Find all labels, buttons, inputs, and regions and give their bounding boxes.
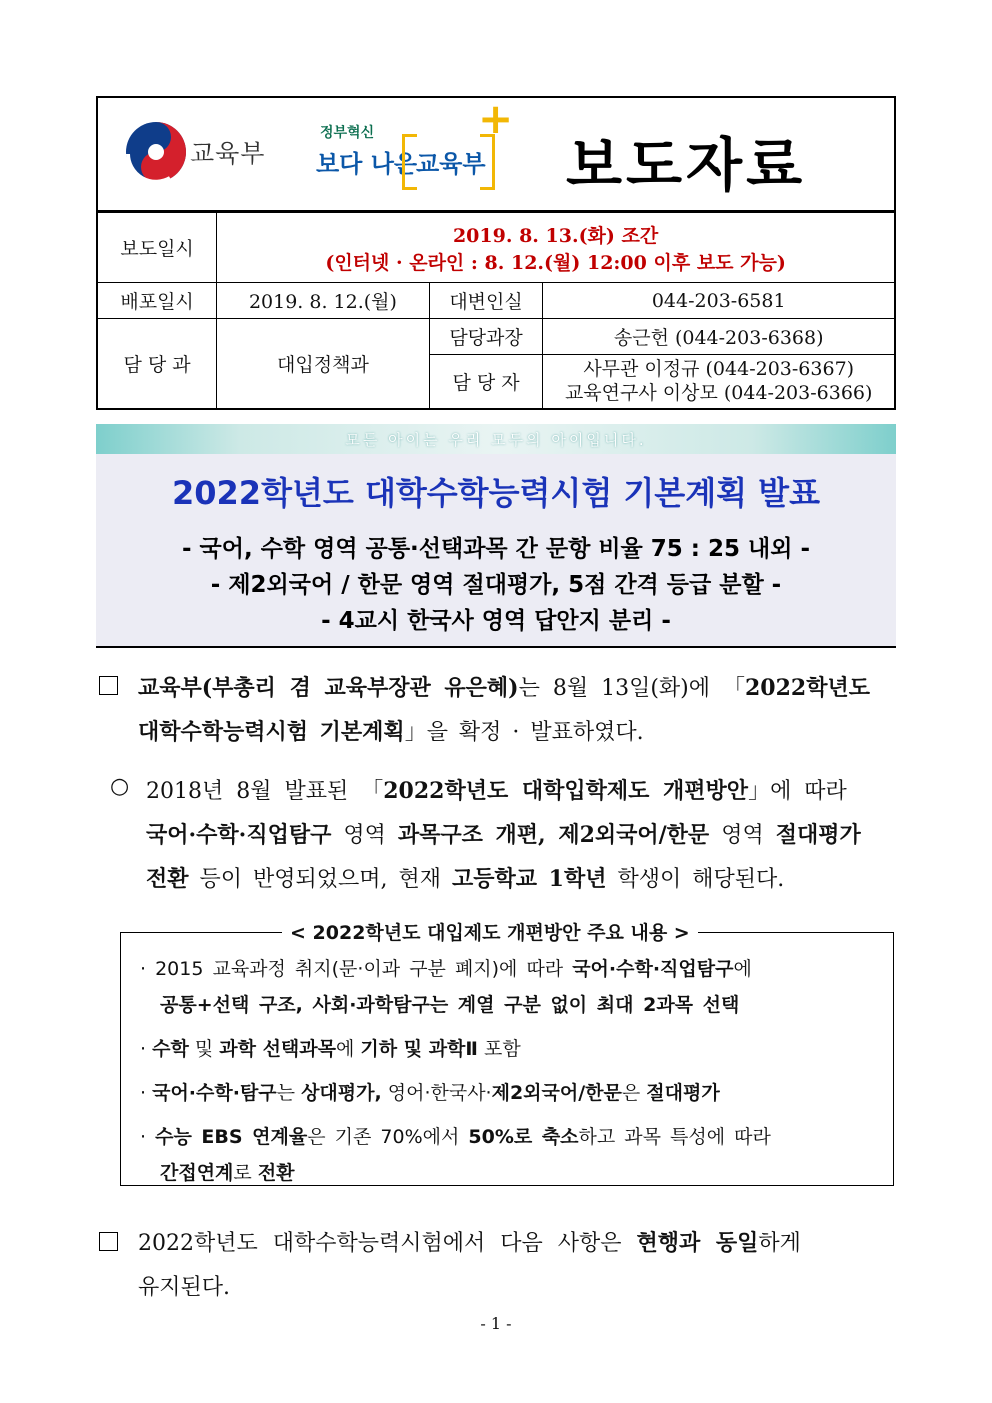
k4-l2-b: 로 (233, 1162, 258, 1184)
subheadline-1: - 국어, 수학 영역 공통·선택과목 간 문항 비율 75 : 25 내외 - (181, 536, 810, 562)
spokesperson-phone: 044-203-6581 (543, 283, 895, 319)
p2-l3-a: 전환 (146, 866, 189, 892)
key-item-2 (140, 1034, 521, 1061)
bullet-square-icon (99, 676, 118, 695)
p2-l3-d: 학생이 해당된다. (606, 867, 785, 892)
k4-b: 수능 EBS 연계율 (155, 1126, 308, 1148)
release-info-table (96, 212, 896, 410)
p3-b: 현행과 동일 (636, 1230, 759, 1256)
k2-c: 및 (188, 1038, 220, 1060)
banner-slogan: 모든 아이는 우리 모두의 아이입니다. (345, 431, 647, 449)
paragraph-1-line-1 (138, 671, 870, 702)
k4-l2-c: 전환 (257, 1162, 295, 1184)
director-label: 담당과장 (429, 319, 543, 355)
k1-b: 국어·수학·직업탐구 (572, 958, 734, 980)
release-date-cell (217, 213, 895, 283)
k4-a: · (140, 1126, 156, 1148)
p2-l1-a: 2018년 8월 발표된 「 (146, 779, 384, 804)
p3-a: 2022학년도 대학수학능력시험에서 다음 사항은 (138, 1231, 637, 1256)
key-item-4-line-2 (160, 1158, 295, 1185)
k1-c: 에 (733, 958, 752, 980)
paragraph-3-line-2: 유지된다. (138, 1275, 231, 1300)
gov-innovation-part1: 보다 나은 (316, 150, 418, 178)
press-release-title: 보도자료 (566, 131, 807, 199)
k2-a: · (140, 1038, 153, 1060)
key-item-1-line-1 (140, 954, 752, 981)
logo-bracket-left (402, 134, 417, 190)
key-item-1-line-2: 공통+선택 구조, 사회·과학탐구는 계열 구분 없이 최대 2과목 선택 (160, 994, 740, 1016)
director-value: 송근헌 (044-203-6368) (543, 319, 895, 355)
p2-l2-b: 영역 (331, 823, 398, 848)
k4-d: 50%로 축소 (468, 1126, 579, 1148)
p2-l2-c: 과목구조 개편, 제2외국어/한문 (397, 822, 710, 848)
p3-c: 하게 (758, 1231, 801, 1256)
staff-line1: 사무관 이정규 (044-203-6367) (583, 358, 855, 381)
staff-cell (543, 355, 895, 409)
bullet-square-icon (99, 1232, 118, 1251)
p2-l3-b: 등이 반영되었으며, 현재 (188, 867, 453, 892)
paragraph-1-line-2 (138, 715, 644, 746)
p2-l2-a: 국어·수학·직업탐구 (146, 822, 332, 848)
gov-innovation-part2: 교육부 (416, 150, 486, 178)
staff-label: 담 당 자 (429, 355, 543, 409)
k3-g: 은 (621, 1082, 647, 1104)
circle-marker: ○ (110, 774, 130, 799)
paragraph-2-line-3 (146, 862, 784, 893)
p1-subject: 교육부 (138, 675, 202, 701)
k3-h: 절대평가 (646, 1082, 720, 1104)
subheadline-2: - 제2외국어 / 한문 영역 절대평가, 5점 간격 등급 분할 - (210, 572, 782, 598)
k2-e: 에 (336, 1038, 361, 1060)
k2-b: 수학 (152, 1038, 189, 1060)
spokesperson-label: 대변인실 (429, 283, 543, 319)
p2-l2-e: 절대평가 (775, 822, 861, 848)
paragraph-3-line-1 (138, 1226, 801, 1257)
ministry-name: 교육부 (190, 139, 266, 168)
main-headline: 2022학년도 대학수학능력시험 기본계획 발표 (172, 474, 820, 512)
k3-e: 영어·한국사· (381, 1082, 492, 1104)
p1-subject-detail: (부총리 겸 교육부장관 유은혜) (201, 675, 519, 701)
p2-l2-d: 영역 (709, 823, 776, 848)
k2-d: 과학 선택과목 (219, 1038, 336, 1060)
k3-f: 제2외국어/한문 (491, 1082, 622, 1104)
distribution-date: 2019. 8. 12.(월) (217, 283, 430, 319)
subheadline-3: - 4교시 한국사 영역 답안지 분리 - (321, 608, 671, 634)
page-number: - 1 - (480, 1314, 512, 1333)
department-name: 대입정책과 (217, 319, 430, 409)
p1-plan-name: 대학수학능력시험 기본계획 (138, 719, 405, 745)
k4-c: 은 기존 70%에서 (307, 1126, 469, 1148)
k1-a: · 2015 교육과정 취지(문·이과 구분 폐지)에 따라 (140, 958, 573, 980)
k4-e: 하고 과목 특성에 따라 (578, 1126, 771, 1148)
plus-icon: + (478, 94, 514, 143)
p2-l1-c: 」에 따라 (748, 779, 847, 804)
gov-innovation-small: 정부혁신 (320, 125, 375, 141)
k4-l2-a: 간접연계 (160, 1162, 234, 1184)
p1-text: 는 8월 13일(화)에 「 (518, 676, 745, 701)
release-date-label: 보도일시 (97, 213, 217, 283)
staff-line2: 교육연구사 이상모 (044-203-6366) (564, 382, 873, 405)
taegeuk-logo-icon (124, 120, 188, 184)
release-date-line2: (인터넷 · 온라인 : 8. 12.(월) 12:00 이후 보도 가능) (325, 251, 786, 274)
header-box (96, 96, 896, 212)
k3-c: 는 (276, 1082, 302, 1104)
k2-g: 포함 (477, 1038, 521, 1060)
p2-l3-c: 고등학교 1학년 (452, 866, 607, 892)
k3-a: · (140, 1082, 153, 1104)
distribution-label: 배포일시 (97, 283, 217, 319)
p1-year: 2022학년도 (745, 675, 870, 701)
slogan-banner (96, 424, 896, 454)
k3-b: 국어·수학·탐구 (152, 1082, 277, 1104)
release-date-line1: 2019. 8. 13.(화) 조간 (452, 224, 659, 247)
paragraph-2-line-2 (146, 818, 861, 849)
key-item-3 (140, 1078, 720, 1105)
headline-box (96, 454, 896, 648)
k2-f: 기하 및 과학Ⅱ (360, 1038, 478, 1060)
p1-ending: 」을 확정 · 발표하였다. (404, 720, 644, 745)
key-points-title: < 2022학년도 대입제도 개편방안 주요 내용 > (282, 918, 698, 945)
paragraph-2-line-1 (146, 774, 847, 805)
p2-l1-b: 2022학년도 대학입학제도 개편방안 (383, 778, 749, 804)
k3-d: 상대평가, (301, 1082, 382, 1104)
department-label: 담 당 과 (97, 319, 217, 409)
key-item-4-line-1 (140, 1122, 771, 1149)
